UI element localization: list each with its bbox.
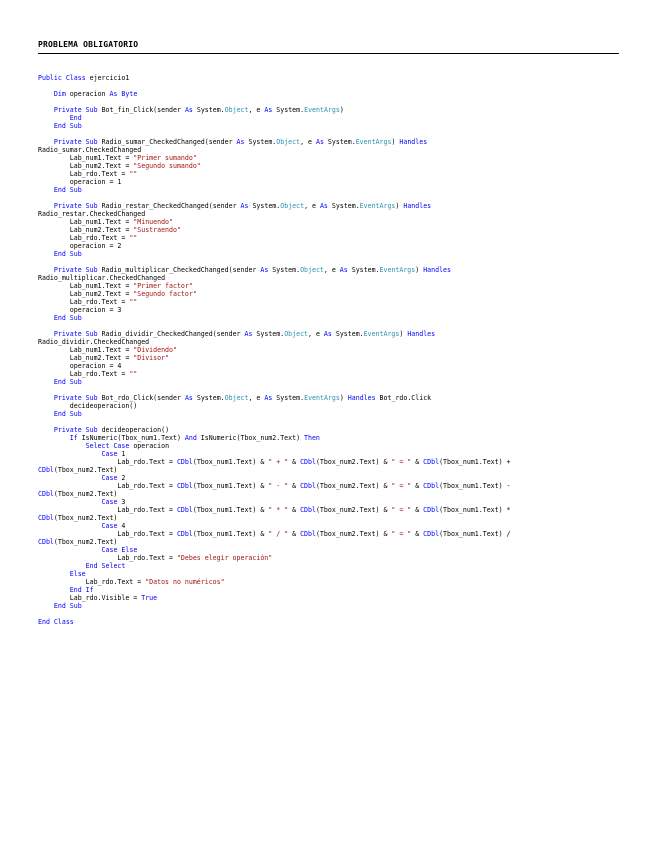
code-line: Case 1 [101, 450, 126, 458]
code-line: Lab_rdo.Text = CDbl(Tbox_num1.Text) & " / " & CDbl(Tbox_num2.Text) & " = " & CDbl(Tbox_num1.Text) / [38, 530, 511, 538]
code-line: Select Case operacion [85, 442, 170, 450]
code-line [38, 418, 628, 426]
code-line: Private Sub Bot_rdo_Click(sender As System.Object, e As System.EventArgs) Handles Bot_rdo.Click [53, 394, 432, 402]
code-line: Radio_multiplicar.CheckedChanged [38, 274, 166, 282]
code-line: Private Sub decideoperacion() [53, 426, 170, 434]
code-line: Case 4 [101, 522, 126, 530]
code-line [38, 194, 628, 202]
code-line: Lab_rdo.Text = "" [38, 298, 138, 306]
code-line: End Sub [53, 410, 82, 418]
code-line: decideoperacion() [38, 402, 138, 410]
code-line: Radio_dividir.CheckedChanged [38, 338, 150, 346]
code-line: Lab_rdo.Text = CDbl(Tbox_num1.Text) & " * " & CDbl(Tbox_num2.Text) & " = " & CDbl(Tbox_num1.Text) * [38, 506, 511, 514]
code-line [38, 610, 628, 618]
code-line: End [69, 114, 82, 122]
code-block [38, 74, 628, 626]
code-line [38, 98, 628, 106]
code-line: Lab_rdo.Text = CDbl(Tbox_num1.Text) & " + " & CDbl(Tbox_num2.Text) & " = " & CDbl(Tbox_num1.Text) + [38, 458, 511, 466]
code-line: Private Sub Radio_multiplicar_CheckedChanged(sender As System.Object, e As System.EventArgs) Handles [53, 266, 451, 274]
code-line [38, 322, 628, 330]
code-line: Lab_num1.Text = "Primer factor" [38, 282, 193, 290]
code-line [38, 82, 628, 90]
code-line: Lab_rdo.Text = "" [38, 170, 138, 178]
code-line: Lab_rdo.Text = "" [38, 370, 138, 378]
code-line: End Sub [53, 314, 82, 322]
code-line: End Select [85, 562, 126, 570]
document-heading: PROBLEMA OBLIGATORIO [38, 40, 619, 54]
code-line: End Sub [53, 122, 82, 130]
code-line: CDbl(Tbox_num2.Text) [38, 538, 118, 546]
code-line [38, 386, 628, 394]
code-line: Public Class ejercicio1 [38, 74, 130, 82]
code-line: Dim operacion As Byte [53, 90, 138, 98]
code-line: operacion = 2 [38, 242, 122, 250]
code-line: Radio_sumar.CheckedChanged [38, 146, 142, 154]
code-line: Lab_num2.Text = "Segundo factor" [38, 290, 197, 298]
code-line: Radio_restar.CheckedChanged [38, 210, 146, 218]
code-line: operacion = 3 [38, 306, 122, 314]
code-line: Lab_num1.Text = "Minuendo" [38, 218, 173, 226]
code-line: CDbl(Tbox_num2.Text) [38, 490, 118, 498]
code-line [38, 130, 628, 138]
code-line: End Sub [53, 250, 82, 258]
code-line: Private Sub Radio_dividir_CheckedChanged(sender As System.Object, e As System.EventArgs) Handles [53, 330, 436, 338]
code-line: Lab_num1.Text = "Primer sumando" [38, 154, 197, 162]
code-line: Lab_rdo.Text = "Debes elegir operación" [38, 554, 273, 562]
code-line: Case 3 [101, 498, 126, 506]
code-line: Lab_num2.Text = "Sustraendo" [38, 226, 181, 234]
code-line: Lab_rdo.Text = "Datos no numéricos" [38, 578, 225, 586]
code-line: operacion = 4 [38, 362, 122, 370]
code-line: Lab_num2.Text = "Segundo sumando" [38, 162, 201, 170]
code-line [38, 258, 628, 266]
code-line: operacion = 1 [38, 178, 122, 186]
code-line: Lab_num1.Text = "Dividendo" [38, 346, 177, 354]
code-line: End Class [38, 618, 74, 626]
code-line: CDbl(Tbox_num2.Text) [38, 466, 118, 474]
code-line: Case Else [101, 546, 138, 554]
code-line: End Sub [53, 186, 82, 194]
code-line: End Sub [53, 602, 82, 610]
code-line: Lab_num2.Text = "Divisor" [38, 354, 170, 362]
code-line: Private Sub Radio_restar_CheckedChanged(sender As System.Object, e As System.EventArgs) Handles [53, 202, 432, 210]
code-line: Lab_rdo.Text = CDbl(Tbox_num1.Text) & " - " & CDbl(Tbox_num2.Text) & " = " & CDbl(Tbox_num1.Text) - [38, 482, 511, 490]
code-line: End Sub [53, 378, 82, 386]
code-line: CDbl(Tbox_num2.Text) [38, 514, 118, 522]
code-line: Else [69, 570, 86, 578]
code-line: End If [69, 586, 94, 594]
code-line: If IsNumeric(Tbox_num1.Text) And IsNumeric(Tbox_num2.Text) Then [69, 434, 320, 442]
code-line: Lab_rdo.Text = "" [38, 234, 138, 242]
code-line: Lab_rdo.Visible = True [38, 594, 158, 602]
code-line: Private Sub Bot_fin_Click(sender As System.Object, e As System.EventArgs) [53, 106, 344, 114]
code-line: Private Sub Radio_sumar_CheckedChanged(sender As System.Object, e As System.EventArgs) Handles [53, 138, 428, 146]
code-line: Case 2 [101, 474, 126, 482]
